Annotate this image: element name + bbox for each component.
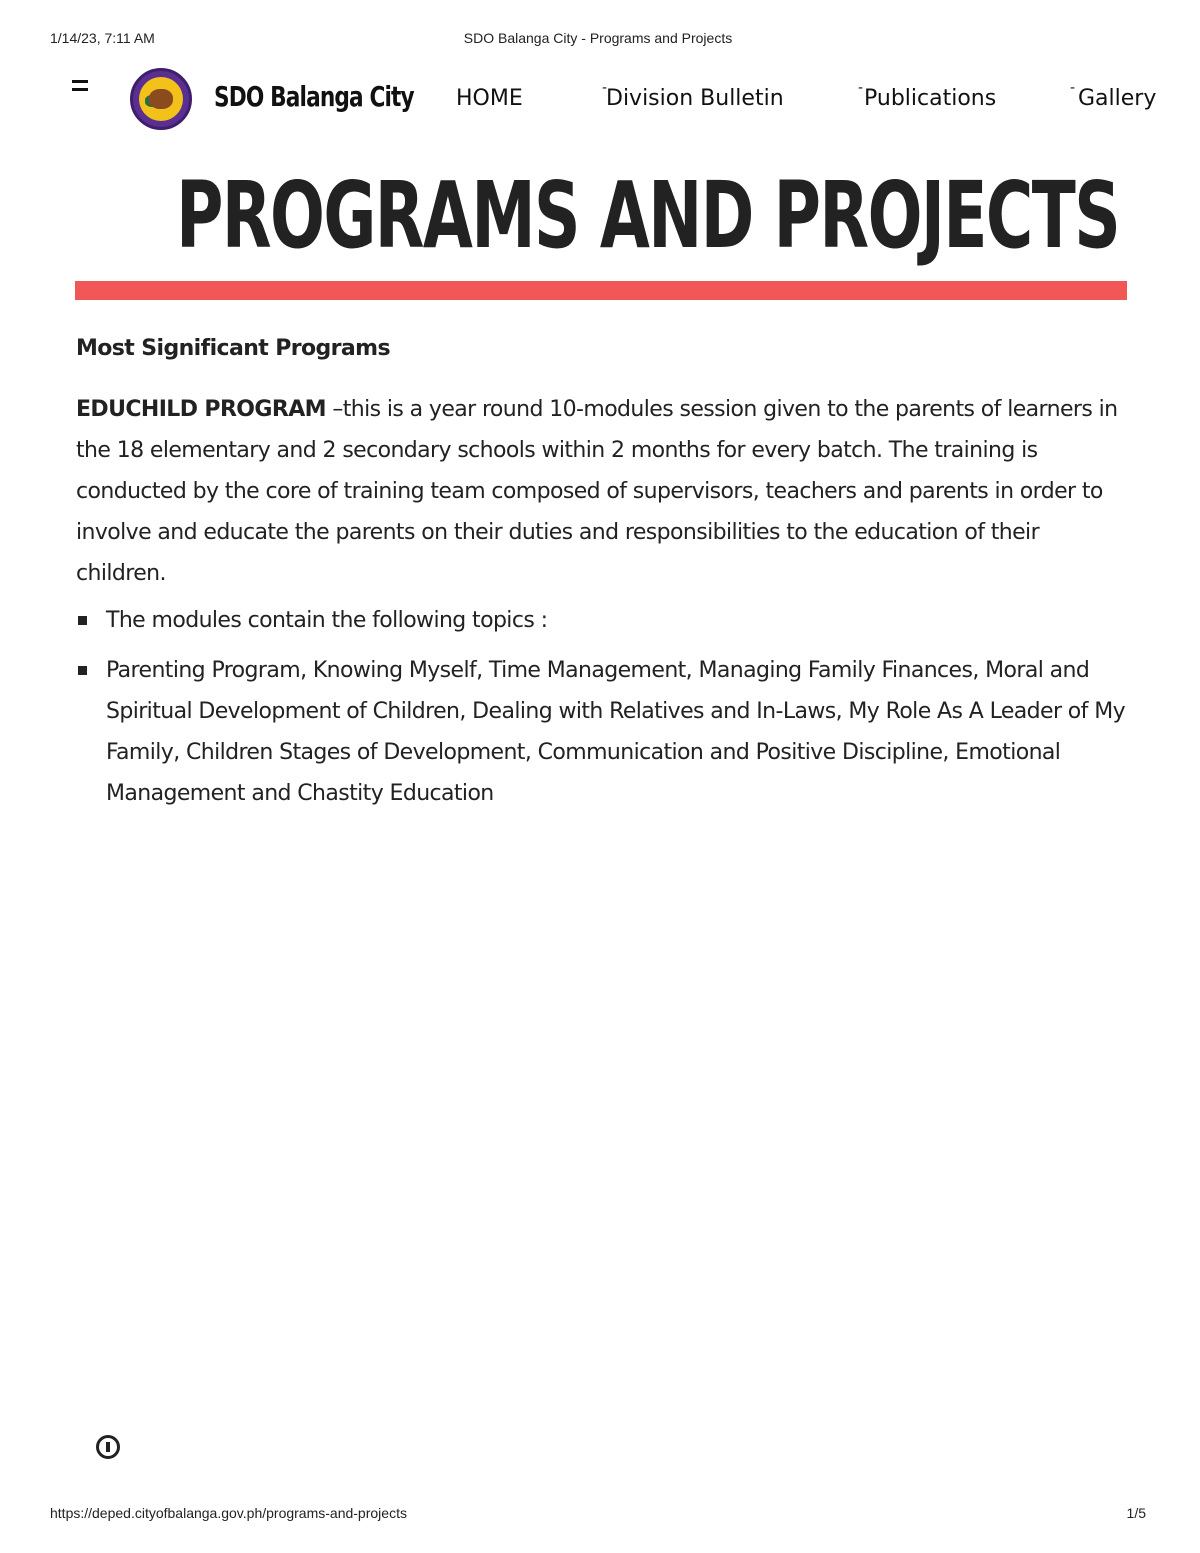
topic-list — [76, 600, 1128, 814]
list-item — [76, 600, 1128, 641]
square-bullet-icon — [78, 616, 87, 625]
hamburger-icon[interactable] — [72, 78, 88, 94]
square-bullet-icon — [78, 666, 87, 675]
print-doc-title: SDO Balanga City - Programs and Projects — [463, 30, 733, 46]
nav-item-division-bulletin[interactable]: Division Bulletin — [606, 86, 784, 111]
site-name[interactable]: SDO Balanga City — [214, 80, 414, 113]
program-text: –this is a year round 10-modules session given to the parents of learners in the 18 elementary and 2 secondary schools within 2 months for every batch. The training is conducted by the core of training team composed of supervisors, teachers and parents in order to involve and educate the parents on their duties and responsibilities to the education of their children. — [76, 397, 1118, 586]
list-item-text: Parenting Program, Knowing Myself, Time Management, Managing Family Finances, Moral and Spiritual Development of Children, Dealing with Relatives and In-Laws, My Role As A Leader of My Family, Children Stages of Development, Communication and Positive Discipline, Emotional Management and Chastity Education — [106, 658, 1125, 806]
nav-item-gallery[interactable]: Gallery — [1078, 86, 1157, 111]
nav-home-dropdown-icon[interactable]: - — [602, 80, 608, 96]
site-header — [56, 62, 1157, 142]
program-name: EDUCHILD PROGRAM — [76, 397, 326, 422]
nav-bulletin-dropdown-icon[interactable]: - — [858, 80, 864, 96]
info-icon[interactable] — [96, 1435, 120, 1459]
print-header — [50, 30, 1146, 48]
page-indicator: 1/5 — [1126, 1505, 1146, 1521]
division-seal-icon[interactable] — [130, 68, 192, 130]
list-item — [76, 650, 1128, 814]
print-datetime: 1/14/23, 7:11 AM — [50, 30, 155, 46]
title-accent-bar — [75, 281, 1127, 300]
section-heading: Most Significant Programs — [76, 336, 391, 361]
program-description — [76, 389, 1128, 594]
page-title: PROGRAMS AND PROJECTS — [176, 162, 1120, 269]
print-footer — [50, 1505, 1146, 1523]
main-content — [76, 328, 1128, 823]
print-url: https://deped.cityofbalanga.gov.ph/programs-and-projects — [50, 1505, 407, 1521]
nav-publications-dropdown-icon[interactable]: - — [1070, 80, 1076, 96]
nav-item-publications[interactable]: Publications — [864, 86, 997, 111]
nav-item-home[interactable]: HOME — [456, 86, 523, 111]
list-item-text: The modules contain the following topics : — [106, 608, 548, 633]
